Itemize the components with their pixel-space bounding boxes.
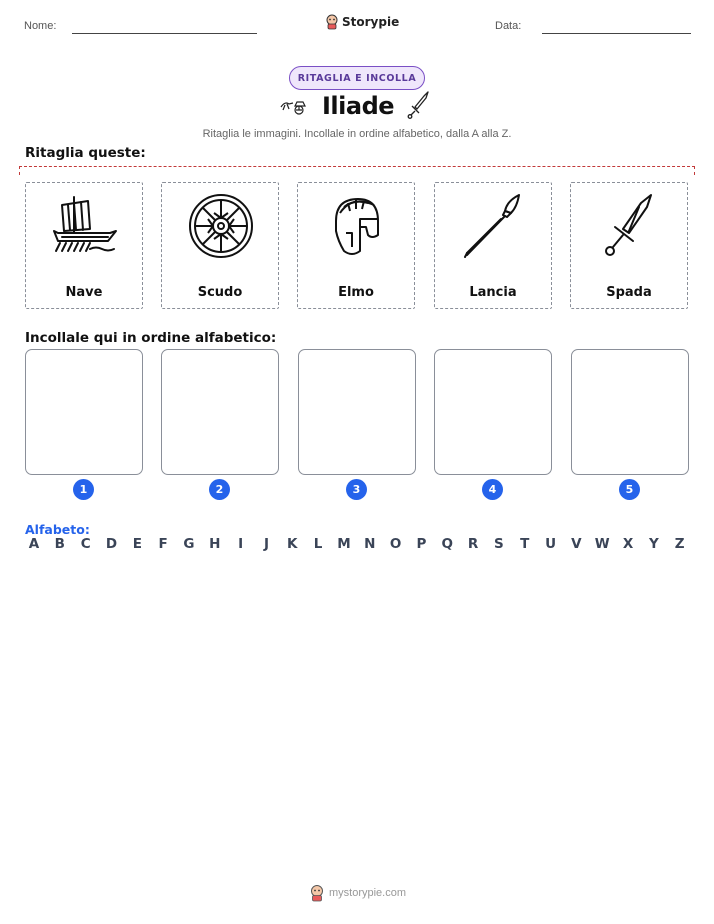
paste-slot-3[interactable] bbox=[298, 349, 416, 475]
slot-number-4: 4 bbox=[482, 479, 503, 500]
slot-number-2: 2 bbox=[209, 479, 230, 500]
alphabet-letter: C bbox=[80, 536, 91, 552]
card-label: Elmo bbox=[338, 285, 374, 300]
cut-heading: Ritaglia queste: bbox=[25, 145, 146, 161]
sword-icon bbox=[595, 191, 665, 261]
footer-url: mystorypie.com bbox=[329, 887, 407, 899]
cut-card-5[interactable] bbox=[570, 182, 688, 309]
alphabet-letter: Z bbox=[674, 536, 685, 552]
slot-number-1: 1 bbox=[73, 479, 94, 500]
alphabet-letter: D bbox=[105, 536, 118, 552]
alphabet-letter: F bbox=[158, 536, 168, 552]
page-title: Iliade bbox=[322, 92, 395, 120]
chariot-icon bbox=[279, 97, 309, 115]
slot-number-3: 3 bbox=[346, 479, 367, 500]
alphabet-letter: W bbox=[594, 536, 610, 552]
alphabet-letter: J bbox=[263, 536, 269, 552]
alphabet-letter: R bbox=[467, 536, 479, 552]
alphabet-letter: E bbox=[132, 536, 142, 552]
alphabet-letter: M bbox=[337, 536, 351, 552]
name-label: Nome: bbox=[24, 20, 57, 32]
paste-slot-5[interactable] bbox=[571, 349, 689, 475]
spear-icon bbox=[459, 191, 529, 261]
alphabet-letter: Y bbox=[648, 536, 659, 552]
alphabet-letter: O bbox=[389, 536, 402, 552]
storypie-logo-icon bbox=[325, 14, 339, 30]
footer bbox=[309, 884, 406, 902]
activity-badge: RITAGLIA E INCOLLA bbox=[289, 66, 425, 90]
card-label: Scudo bbox=[197, 285, 243, 300]
alphabet-letter: B bbox=[54, 536, 65, 552]
paste-slot-2[interactable] bbox=[161, 349, 279, 475]
alphabet-letter: H bbox=[209, 536, 221, 552]
alphabet-letter: S bbox=[494, 536, 504, 552]
alphabet-letter: N bbox=[364, 536, 376, 552]
alphabet-letter: P bbox=[416, 536, 427, 552]
alphabet-letter: K bbox=[287, 536, 298, 552]
cut-card-3[interactable] bbox=[297, 182, 415, 309]
alphabet-letter: T bbox=[520, 536, 530, 552]
cut-line bbox=[19, 166, 695, 175]
alphabet-letter: L bbox=[313, 536, 323, 552]
paste-slot-4[interactable] bbox=[434, 349, 552, 475]
storypie-logo-icon bbox=[309, 884, 325, 902]
alphabet-letter: U bbox=[545, 536, 557, 552]
alphabet-letter: G bbox=[183, 536, 195, 552]
alphabet-letter: X bbox=[622, 536, 634, 552]
helmet-icon bbox=[322, 191, 392, 261]
cut-card-4[interactable] bbox=[434, 182, 552, 309]
name-line bbox=[72, 33, 257, 34]
alphabet-row bbox=[25, 536, 689, 552]
brand-name: Storypie bbox=[342, 15, 400, 29]
paste-heading: Incollale qui in ordine alfabetico: bbox=[25, 330, 277, 346]
cut-card-1[interactable] bbox=[25, 182, 143, 309]
card-label: Spada bbox=[606, 285, 652, 300]
alphabet-letter: V bbox=[571, 536, 582, 552]
shield-icon bbox=[186, 191, 256, 261]
alphabet-heading: Alfabeto: bbox=[25, 522, 90, 537]
date-line bbox=[542, 33, 691, 34]
sword-decoration-icon bbox=[406, 90, 432, 122]
brand bbox=[325, 14, 399, 30]
alphabet-letter: A bbox=[28, 536, 40, 552]
instructions: Ritaglia le immagini. Incollale in ordine alfabetico, dalla A alla Z. bbox=[202, 128, 512, 140]
alphabet-letter: Q bbox=[441, 536, 453, 552]
ship-icon bbox=[50, 191, 120, 261]
card-label: Lancia bbox=[469, 285, 517, 300]
date-label: Data: bbox=[495, 20, 522, 32]
paste-slot-1[interactable] bbox=[25, 349, 143, 475]
slot-number-5: 5 bbox=[619, 479, 640, 500]
alphabet-letter: I bbox=[238, 536, 244, 552]
card-label: Nave bbox=[65, 285, 103, 300]
cut-card-2[interactable] bbox=[161, 182, 279, 309]
